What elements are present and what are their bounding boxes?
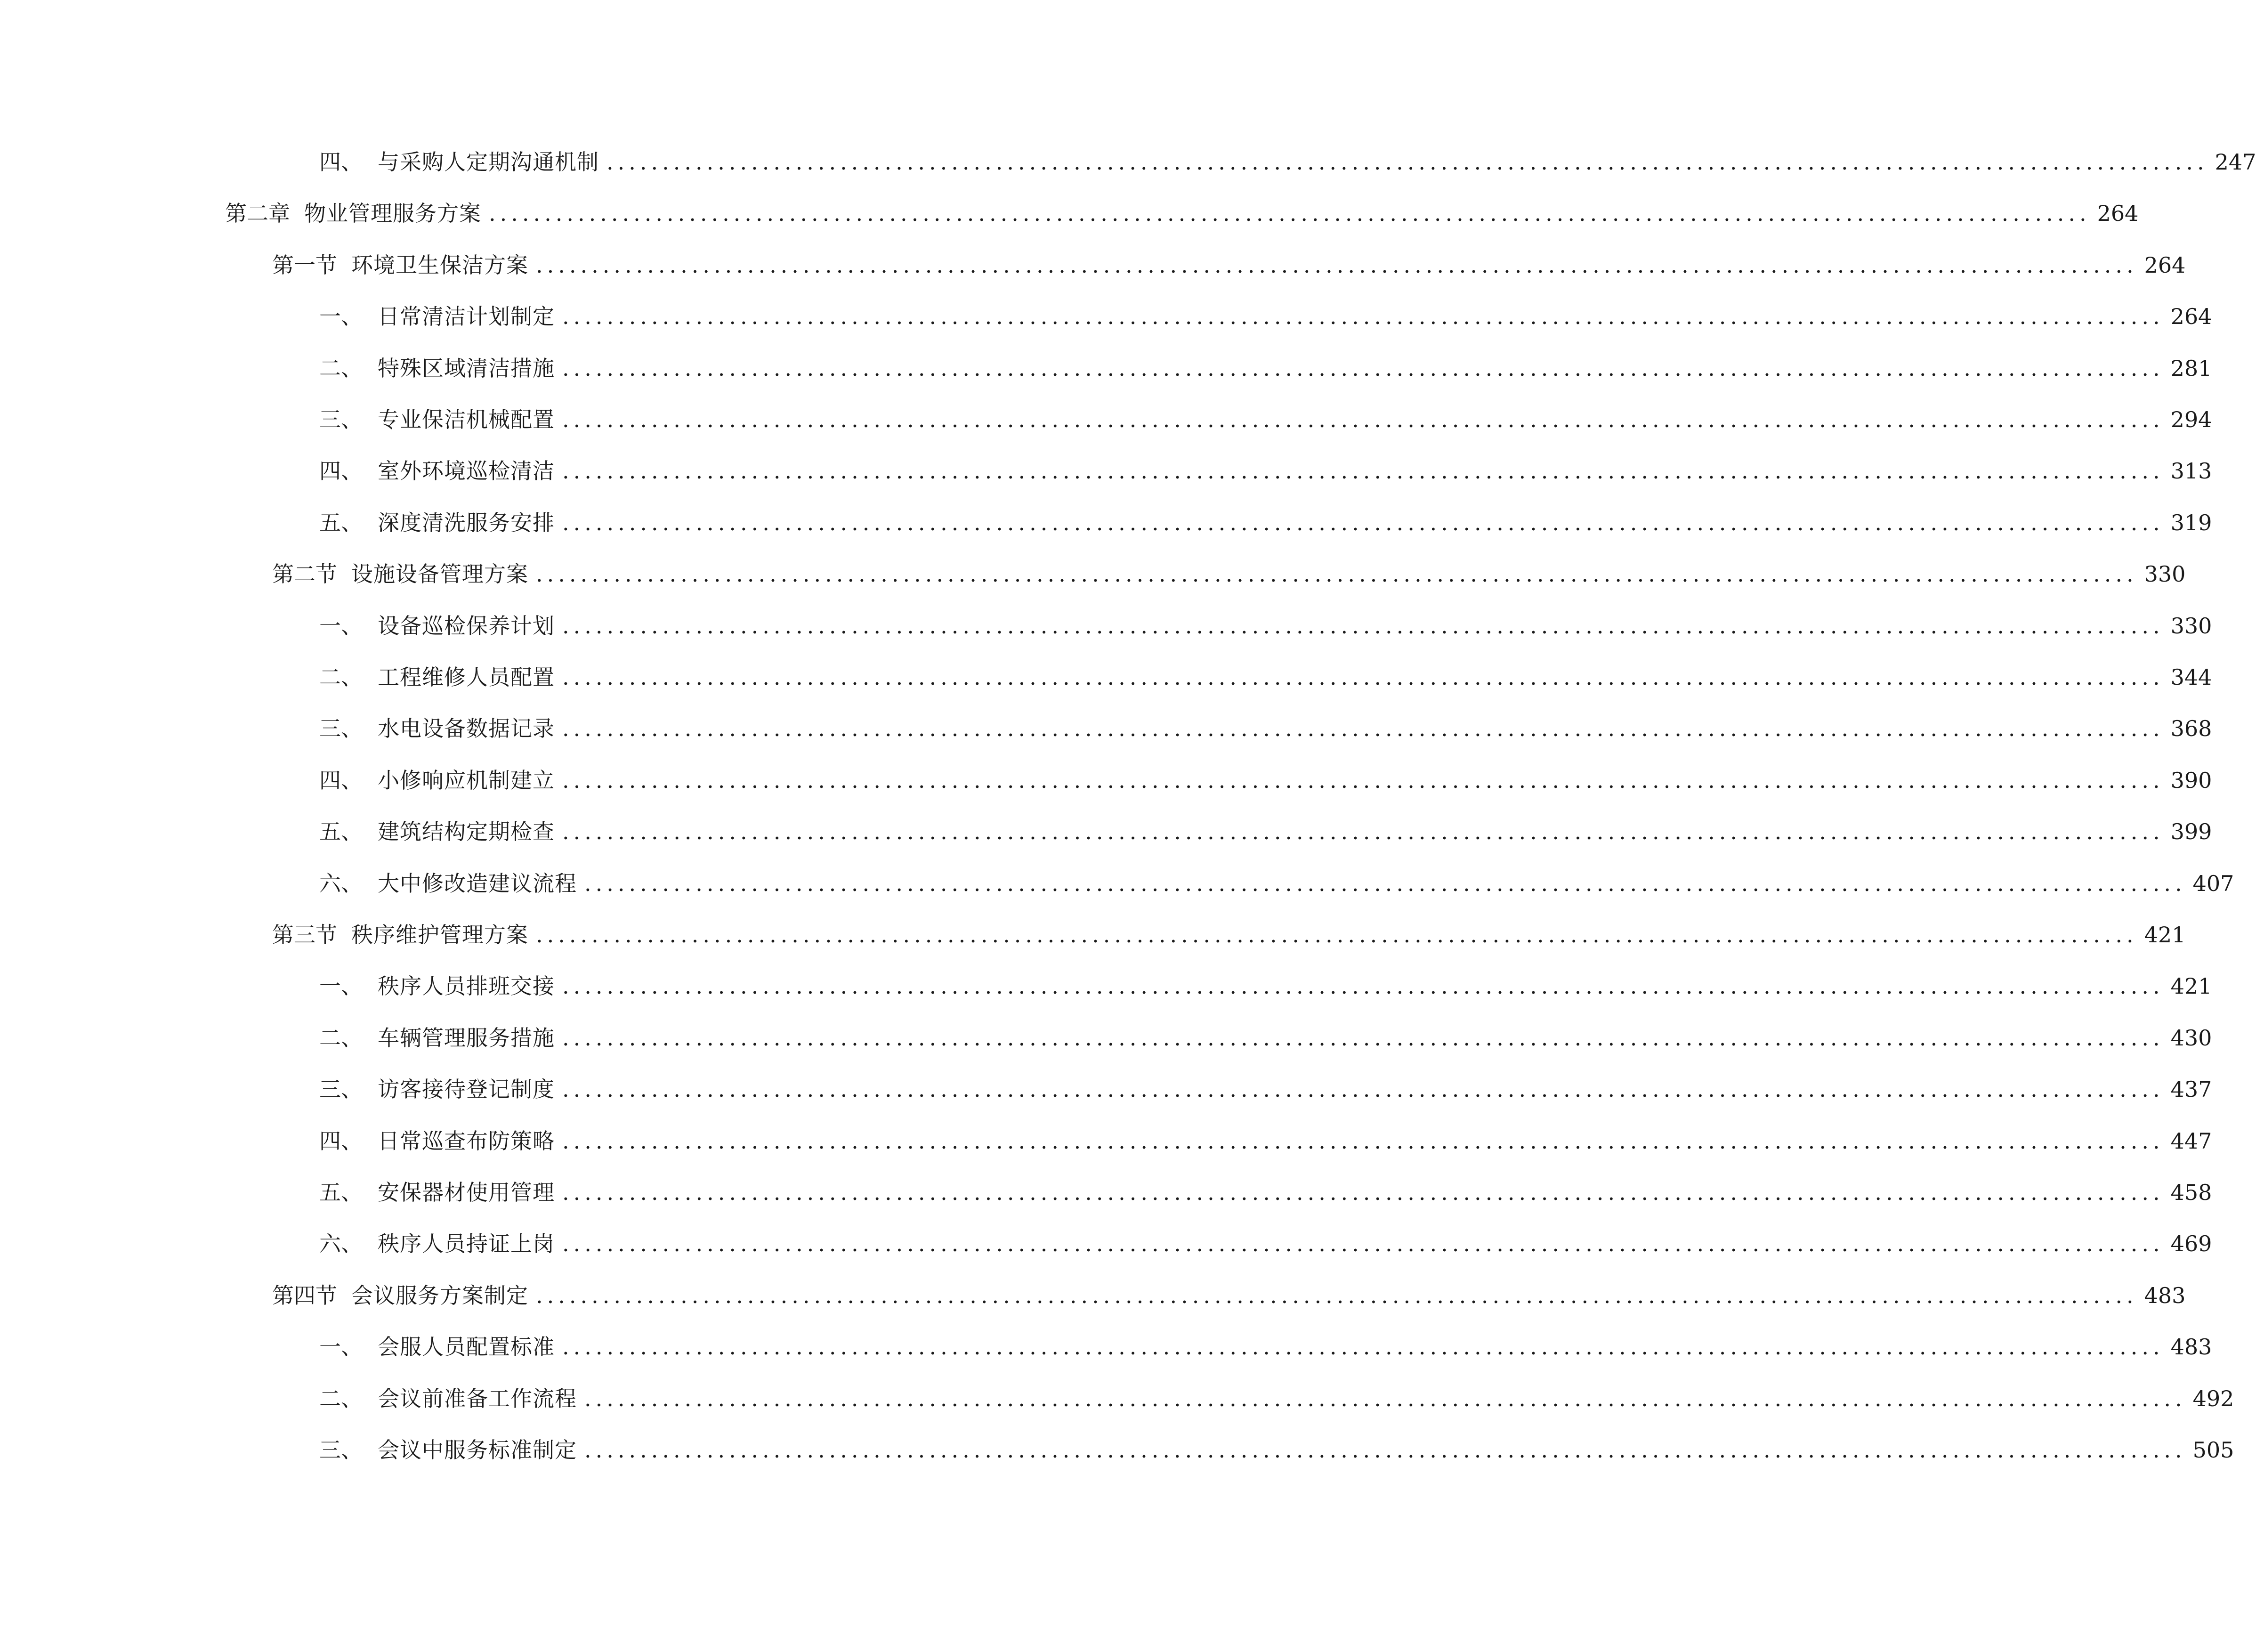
dot-leader: ................................................................................................................................................: [562, 1025, 2164, 1051]
toc-entry-number: 四、: [319, 458, 363, 484]
dot-leader: ................................................................................................................................................: [536, 1282, 2138, 1308]
toc-entry-page: 505: [2192, 1437, 2234, 1463]
toc-entry-number: 第一节: [272, 252, 337, 278]
toc-entry-number: 一、: [319, 973, 363, 999]
toc-entry-page: 483: [2144, 1282, 2186, 1308]
dot-leader: ................................................................................................................................................: [584, 1437, 2186, 1463]
dot-leader: ................................................................................................................................................: [489, 201, 2091, 227]
toc-entry-page: 281: [2170, 355, 2212, 381]
toc-entry-number: 二、: [319, 1025, 363, 1051]
toc-entry[interactable]: [319, 712, 2212, 745]
toc-entry-number: 六、: [319, 870, 363, 896]
toc-entry-title: 室外环境巡检清洁: [378, 458, 555, 484]
toc-entry-title: 与采购人定期沟通机制: [378, 149, 599, 175]
toc-entry-number: 五、: [319, 819, 363, 845]
dot-leader: ................................................................................................................................................: [562, 458, 2164, 484]
dot-leader: ................................................................................................................................................: [562, 1334, 2164, 1360]
dot-leader: ................................................................................................................................................: [562, 1077, 2164, 1102]
toc-entry-number: 四、: [319, 149, 363, 175]
toc-entry-number: 二、: [319, 1385, 363, 1411]
dot-leader: ................................................................................................................................................: [562, 819, 2164, 845]
toc-entry[interactable]: [319, 506, 2212, 539]
dot-leader: ................................................................................................................................................: [562, 973, 2164, 999]
toc-entry-number: 三、: [319, 716, 363, 742]
toc-entry-page: 407: [2192, 870, 2234, 896]
toc-entry-page: 421: [2170, 973, 2212, 999]
dot-leader: ................................................................................................................................................: [562, 716, 2164, 742]
toc-entry[interactable]: [319, 1073, 2212, 1106]
toc-entry-number: 一、: [319, 613, 363, 639]
toc-entry-page: 447: [2170, 1128, 2212, 1154]
toc-entry-page: 330: [2144, 561, 2186, 587]
toc-entry[interactable]: [225, 197, 2139, 230]
toc-entry-page: 313: [2170, 458, 2212, 484]
toc-entry-page: 344: [2170, 664, 2212, 690]
toc-entry[interactable]: [319, 867, 2234, 900]
toc-entry-number: 一、: [319, 1334, 363, 1360]
dot-leader: ................................................................................................................................................: [584, 1385, 2186, 1411]
toc-entry[interactable]: [319, 1227, 2212, 1260]
toc-entry-title: 会议中服务标准制定: [378, 1437, 577, 1463]
toc-entry[interactable]: [319, 1433, 2234, 1466]
toc-entry[interactable]: [319, 1330, 2212, 1363]
dot-leader: ................................................................................................................................................: [606, 149, 2208, 175]
toc-entry-number: 三、: [319, 407, 363, 432]
toc-entry-number: 第三节: [272, 922, 337, 947]
toc-entry-page: 421: [2144, 922, 2186, 947]
toc-entry[interactable]: [319, 300, 2212, 333]
toc-entry-page: 264: [2170, 304, 2212, 330]
toc-entry[interactable]: [319, 815, 2212, 848]
toc-entry[interactable]: [319, 661, 2212, 694]
toc-entry[interactable]: [272, 1279, 2186, 1312]
toc-entry-title: 设施设备管理方案: [351, 561, 528, 587]
toc-entry-page: 437: [2170, 1077, 2212, 1102]
toc-entry-title: 特殊区域清洁措施: [378, 355, 555, 381]
toc-entry-title: 深度清洗服务安排: [378, 510, 555, 535]
toc-entry-number: 二、: [319, 664, 363, 690]
toc-entry-title: 车辆管理服务措施: [378, 1025, 555, 1051]
toc-entry-title: 会议服务方案制定: [351, 1282, 528, 1308]
toc-entry-title: 设备巡检保养计划: [378, 613, 555, 639]
dot-leader: ................................................................................................................................................: [562, 304, 2164, 330]
toc-entry-title: 物业管理服务方案: [304, 201, 481, 227]
toc-entry-page: 469: [2170, 1231, 2212, 1257]
toc-entry-title: 秩序维护管理方案: [351, 922, 528, 947]
toc-entry-page: 368: [2170, 716, 2212, 742]
toc-entry-title: 秩序人员持证上岗: [378, 1231, 555, 1257]
toc-entry-number: 第二节: [272, 561, 337, 587]
toc-entry[interactable]: [319, 764, 2212, 797]
toc-entry-title: 日常巡查布防策略: [378, 1128, 555, 1154]
dot-leader: ................................................................................................................................................: [562, 613, 2164, 639]
toc-entry[interactable]: [319, 403, 2212, 436]
toc-entry[interactable]: [272, 558, 2186, 591]
toc-entry-number: 第四节: [272, 1282, 337, 1308]
toc-entry[interactable]: [319, 1382, 2234, 1415]
toc-entry[interactable]: [319, 970, 2212, 1003]
dot-leader: ................................................................................................................................................: [584, 870, 2186, 896]
toc-entry[interactable]: [319, 609, 2212, 642]
toc-entry[interactable]: [272, 918, 2186, 951]
toc-entry-number: 第二章: [225, 201, 290, 227]
toc-entry[interactable]: [319, 454, 2212, 487]
toc-entry-page: 330: [2170, 613, 2212, 639]
toc-entry-page: 390: [2170, 767, 2212, 793]
toc-entry-number: 三、: [319, 1437, 363, 1463]
toc-entry-title: 工程维修人员配置: [378, 664, 555, 690]
dot-leader: ................................................................................................................................................: [562, 1180, 2164, 1205]
toc-entry-title: 安保器材使用管理: [378, 1180, 555, 1205]
toc-entry-number: 五、: [319, 510, 363, 535]
toc-entry-number: 六、: [319, 1231, 363, 1257]
toc-entry-page: 294: [2170, 407, 2212, 432]
toc-entry[interactable]: [272, 249, 2186, 282]
toc-entry[interactable]: [319, 1176, 2212, 1209]
toc-entry-page: 483: [2170, 1334, 2212, 1360]
toc-entry-title: 日常清洁计划制定: [378, 304, 555, 330]
toc-entry-number: 四、: [319, 767, 363, 793]
toc-entry-number: 五、: [319, 1180, 363, 1205]
dot-leader: ................................................................................................................................................: [562, 1128, 2164, 1154]
toc-entry-title: 会服人员配置标准: [378, 1334, 555, 1360]
dot-leader: ................................................................................................................................................: [536, 561, 2138, 587]
toc-entry-title: 建筑结构定期检查: [378, 819, 555, 845]
toc-entry[interactable]: [319, 1021, 2212, 1054]
toc-entry[interactable]: [319, 1125, 2212, 1158]
toc-entry-title: 大中修改造建议流程: [378, 870, 577, 896]
toc-entry-title: 小修响应机制建立: [378, 767, 555, 793]
toc-entry-page: 430: [2170, 1025, 2212, 1051]
dot-leader: ................................................................................................................................................: [562, 767, 2164, 793]
dot-leader: ................................................................................................................................................: [536, 252, 2138, 278]
toc-entry-number: 二、: [319, 355, 363, 381]
toc-entry-page: 399: [2170, 819, 2212, 845]
dot-leader: ................................................................................................................................................: [562, 355, 2164, 381]
toc-entry-number: 三、: [319, 1077, 363, 1102]
toc-entry-page: 492: [2192, 1385, 2234, 1411]
toc-entry-page: 319: [2170, 510, 2212, 535]
dot-leader: ................................................................................................................................................: [562, 1231, 2164, 1257]
toc-entry-number: 一、: [319, 304, 363, 330]
toc-entry-title: 水电设备数据记录: [378, 716, 555, 742]
toc-entry-title: 会议前准备工作流程: [378, 1385, 577, 1411]
toc-entry-page: 458: [2170, 1180, 2212, 1205]
toc-entry-number: 四、: [319, 1128, 363, 1154]
dot-leader: ................................................................................................................................................: [562, 664, 2164, 690]
dot-leader: ................................................................................................................................................: [562, 510, 2164, 535]
toc-entry-title: 秩序人员排班交接: [378, 973, 555, 999]
toc-entry-title: 访客接待登记制度: [378, 1077, 555, 1102]
toc-entry[interactable]: [319, 146, 2256, 178]
toc-entry[interactable]: [319, 352, 2212, 385]
dot-leader: ................................................................................................................................................: [562, 407, 2164, 432]
toc-entry-page: 264: [2097, 201, 2139, 227]
toc-entry-page: 247: [2215, 149, 2256, 175]
dot-leader: ................................................................................................................................................: [536, 922, 2138, 947]
toc-entry-title: 专业保洁机械配置: [378, 407, 555, 432]
toc-entry-page: 264: [2144, 252, 2186, 278]
toc-entry-title: 环境卫生保洁方案: [351, 252, 528, 278]
